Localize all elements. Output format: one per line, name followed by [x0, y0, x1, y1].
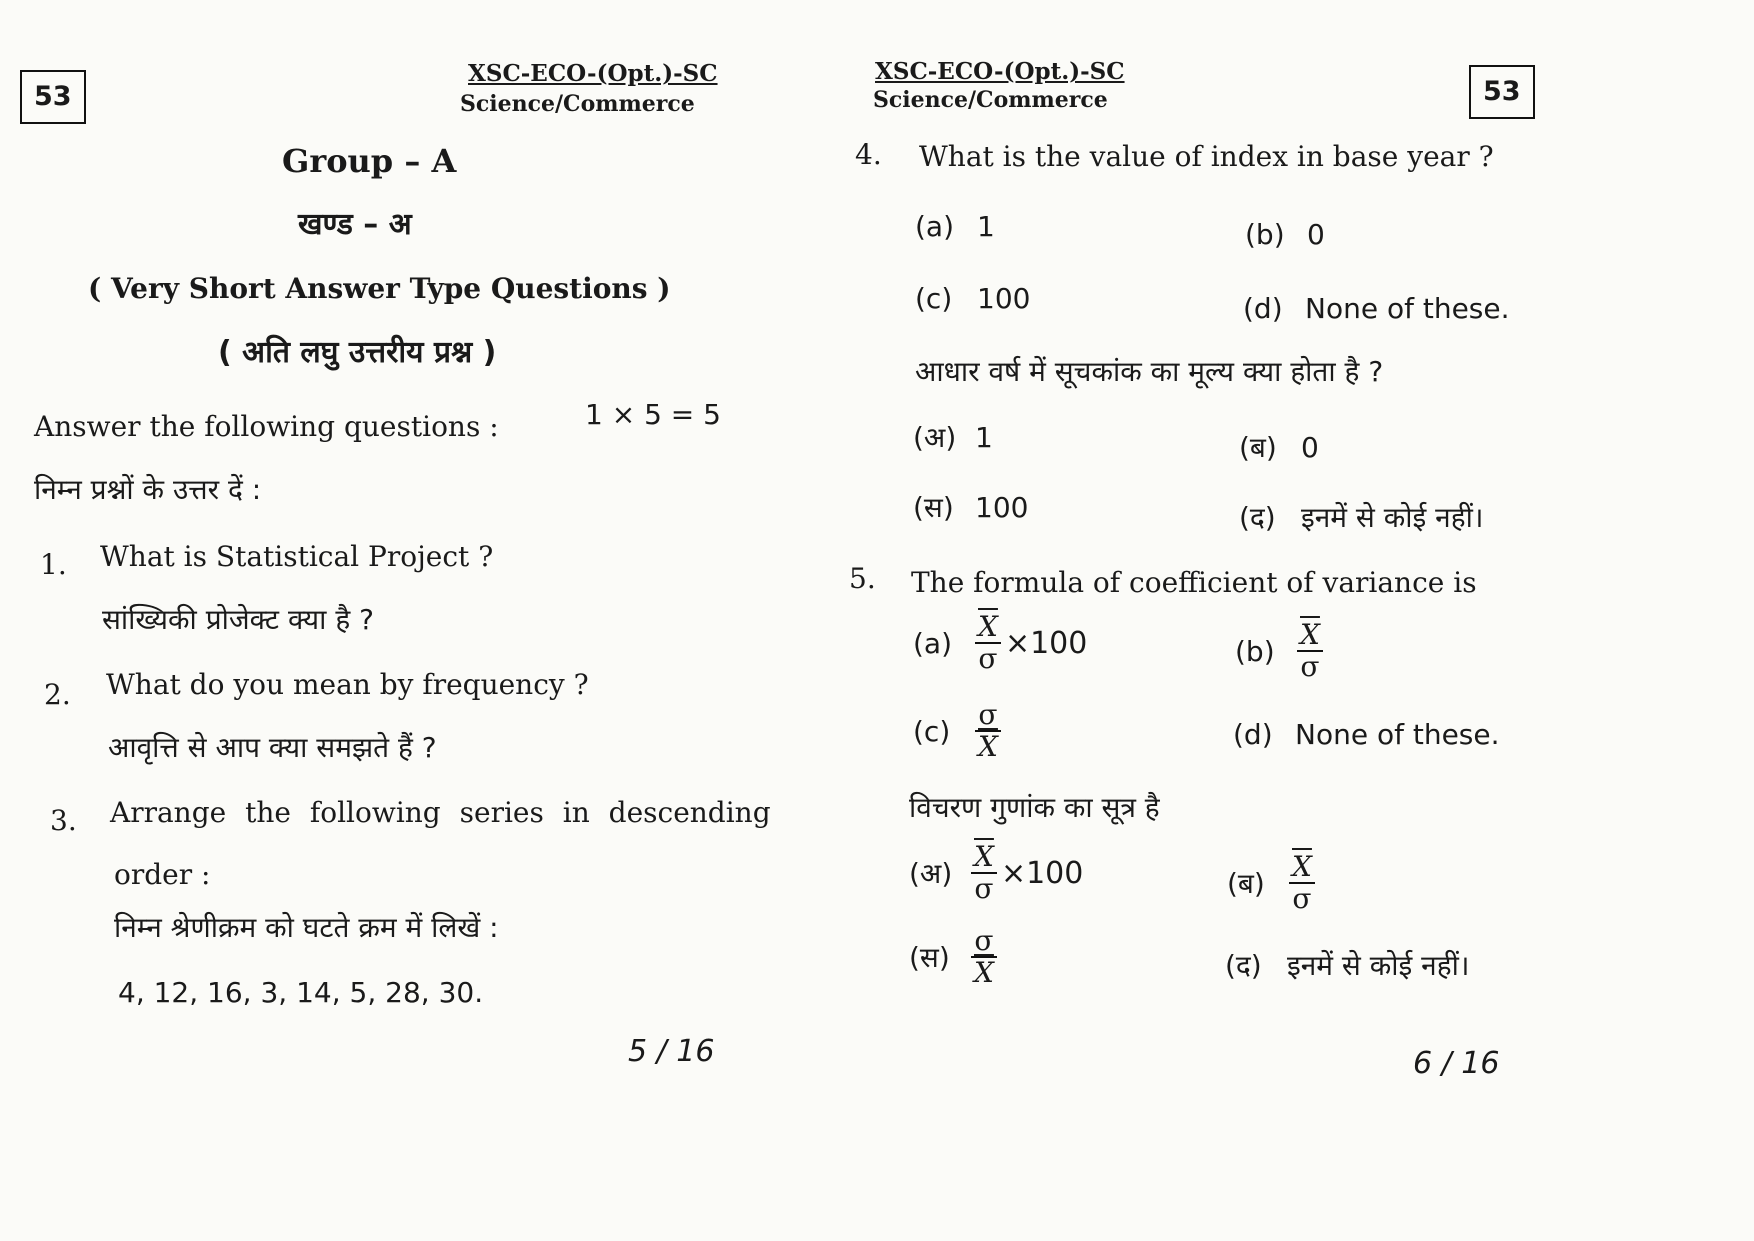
group-heading: Group – A [282, 142, 457, 180]
option-hindi-d [1225, 946, 1469, 984]
option-value: None of these. [1295, 718, 1500, 751]
option-c [913, 700, 1001, 762]
option-c [915, 282, 1030, 315]
marks-allocation: 1 × 5 = 5 [585, 398, 721, 431]
paper-code: XSC-ECO-(Opt.)-SC [875, 58, 1125, 85]
question-number: 5. [849, 562, 876, 595]
fraction-denominator: X [978, 730, 998, 763]
group-heading-hindi: खण्ड – अ [298, 207, 412, 242]
option-hindi-d [1239, 498, 1483, 536]
option-value: None of these. [1305, 292, 1510, 325]
option-hindi-a [909, 842, 1083, 904]
fraction-denominator: X [974, 956, 994, 989]
question-3-text-continued: order : [114, 858, 211, 891]
question-type-heading: ( Very Short Answer Type Questions ) [88, 272, 671, 305]
question-2-text: What do you mean by frequency ? [106, 668, 589, 701]
option-label: (ब) [1227, 867, 1265, 900]
option-value: इनमें से कोई नहीं। [1287, 949, 1470, 982]
option-d [1243, 292, 1510, 325]
formula-multiplier: ×100 [1004, 625, 1088, 661]
option-label: (स) [909, 941, 950, 974]
option-b [1245, 218, 1325, 251]
fraction-denominator: σ [1292, 882, 1312, 915]
fraction [971, 842, 997, 904]
option-hindi-b [1227, 852, 1315, 914]
option-hindi-c [913, 488, 1028, 526]
question-number: 4. [855, 138, 882, 171]
formula [971, 842, 1083, 904]
page-footer-number: 5 / 16 [628, 1034, 715, 1069]
option-label: (d) [1243, 292, 1283, 325]
option-value: 1 [975, 421, 993, 454]
fraction-numerator: σ [971, 926, 996, 958]
instruction-text-hindi: निम्न प्रश्नों के उत्तर दें : [34, 473, 262, 506]
question-5-text: The formula of coefficient of variance is [911, 566, 1477, 599]
question-number: 3. [50, 804, 77, 837]
question-3-text: Arrange the following series in descending [110, 796, 771, 829]
option-a [915, 210, 995, 243]
option-b [1235, 620, 1323, 682]
option-label: (अ) [913, 421, 957, 454]
fraction [971, 926, 997, 988]
option-label: (a) [915, 210, 955, 243]
option-d [1233, 718, 1500, 751]
option-label: (अ) [909, 857, 953, 890]
option-hindi-c [909, 926, 997, 988]
option-hindi-a [913, 418, 993, 456]
question-3-series: 4, 12, 16, 3, 14, 5, 28, 30. [118, 976, 484, 1009]
question-number: 1. [40, 548, 67, 581]
question-2-text-hindi: आवृत्ति से आप क्या समझते हैं ? [108, 731, 437, 764]
option-value: 1 [977, 210, 995, 243]
option-label: (ब) [1239, 431, 1277, 464]
formula-multiplier: ×100 [1000, 855, 1084, 891]
option-label: (b) [1235, 634, 1275, 668]
fraction-numerator: $\overline{X}$ [1289, 852, 1315, 884]
fraction [975, 612, 1001, 674]
question-1-text: What is Statistical Project ? [100, 540, 494, 573]
fraction-denominator: σ [974, 872, 994, 905]
option-value: 100 [975, 491, 1029, 524]
right-page [849, 0, 1754, 1241]
fraction-denominator: σ [978, 642, 998, 675]
option-label: (द) [1225, 949, 1262, 982]
instruction-text: Answer the following questions : [34, 410, 499, 443]
stream-label: Science/Commerce [873, 87, 1108, 113]
option-value: 0 [1301, 431, 1319, 464]
question-4-text-hindi: आधार वर्ष में सूचकांक का मूल्य क्या होता है ? [915, 355, 1384, 388]
fraction [1289, 852, 1315, 914]
question-3-text-hindi: निम्न श्रेणीक्रम को घटते क्रम में लिखें : [114, 911, 499, 944]
fraction-numerator: σ [975, 700, 1000, 732]
question-number: 2. [44, 678, 71, 711]
option-label: (d) [1233, 718, 1273, 751]
formula [975, 612, 1087, 674]
option-label: (स) [913, 491, 954, 524]
page-footer-number: 6 / 16 [1413, 1046, 1500, 1081]
question-5-text-hindi: विचरण गुणांक का सूत्र है [909, 791, 1160, 824]
option-hindi-b [1239, 428, 1319, 466]
option-value: इनमें से कोई नहीं। [1301, 501, 1484, 534]
question-4-text: What is the value of index in base year ? [919, 140, 1494, 173]
fraction-denominator: σ [1300, 650, 1320, 683]
option-value: 0 [1307, 218, 1325, 251]
fraction-numerator: $\overline{X}$ [975, 612, 1001, 644]
question-type-heading-hindi: ( अति लघु उत्तरीय प्रश्न ) [218, 335, 497, 370]
page-number-box: 53 [1469, 65, 1535, 119]
option-label: (c) [913, 714, 951, 748]
option-value: 100 [977, 282, 1031, 315]
paper-code: XSC-ECO-(Opt.)-SC [468, 60, 718, 87]
fraction [1297, 620, 1323, 682]
fraction-numerator: $\overline{X}$ [1297, 620, 1323, 652]
page-number-box: 53 [20, 70, 86, 124]
option-label: (a) [913, 626, 953, 660]
option-label: (c) [915, 282, 953, 315]
fraction [975, 700, 1001, 762]
question-1-text-hindi: सांख्यिकी प्रोजेक्ट क्या है ? [102, 603, 374, 636]
option-a [913, 612, 1087, 674]
fraction-numerator: $\overline{X}$ [971, 842, 997, 874]
option-label: (b) [1245, 218, 1285, 251]
option-label: (द) [1239, 501, 1276, 534]
stream-label: Science/Commerce [460, 91, 695, 117]
